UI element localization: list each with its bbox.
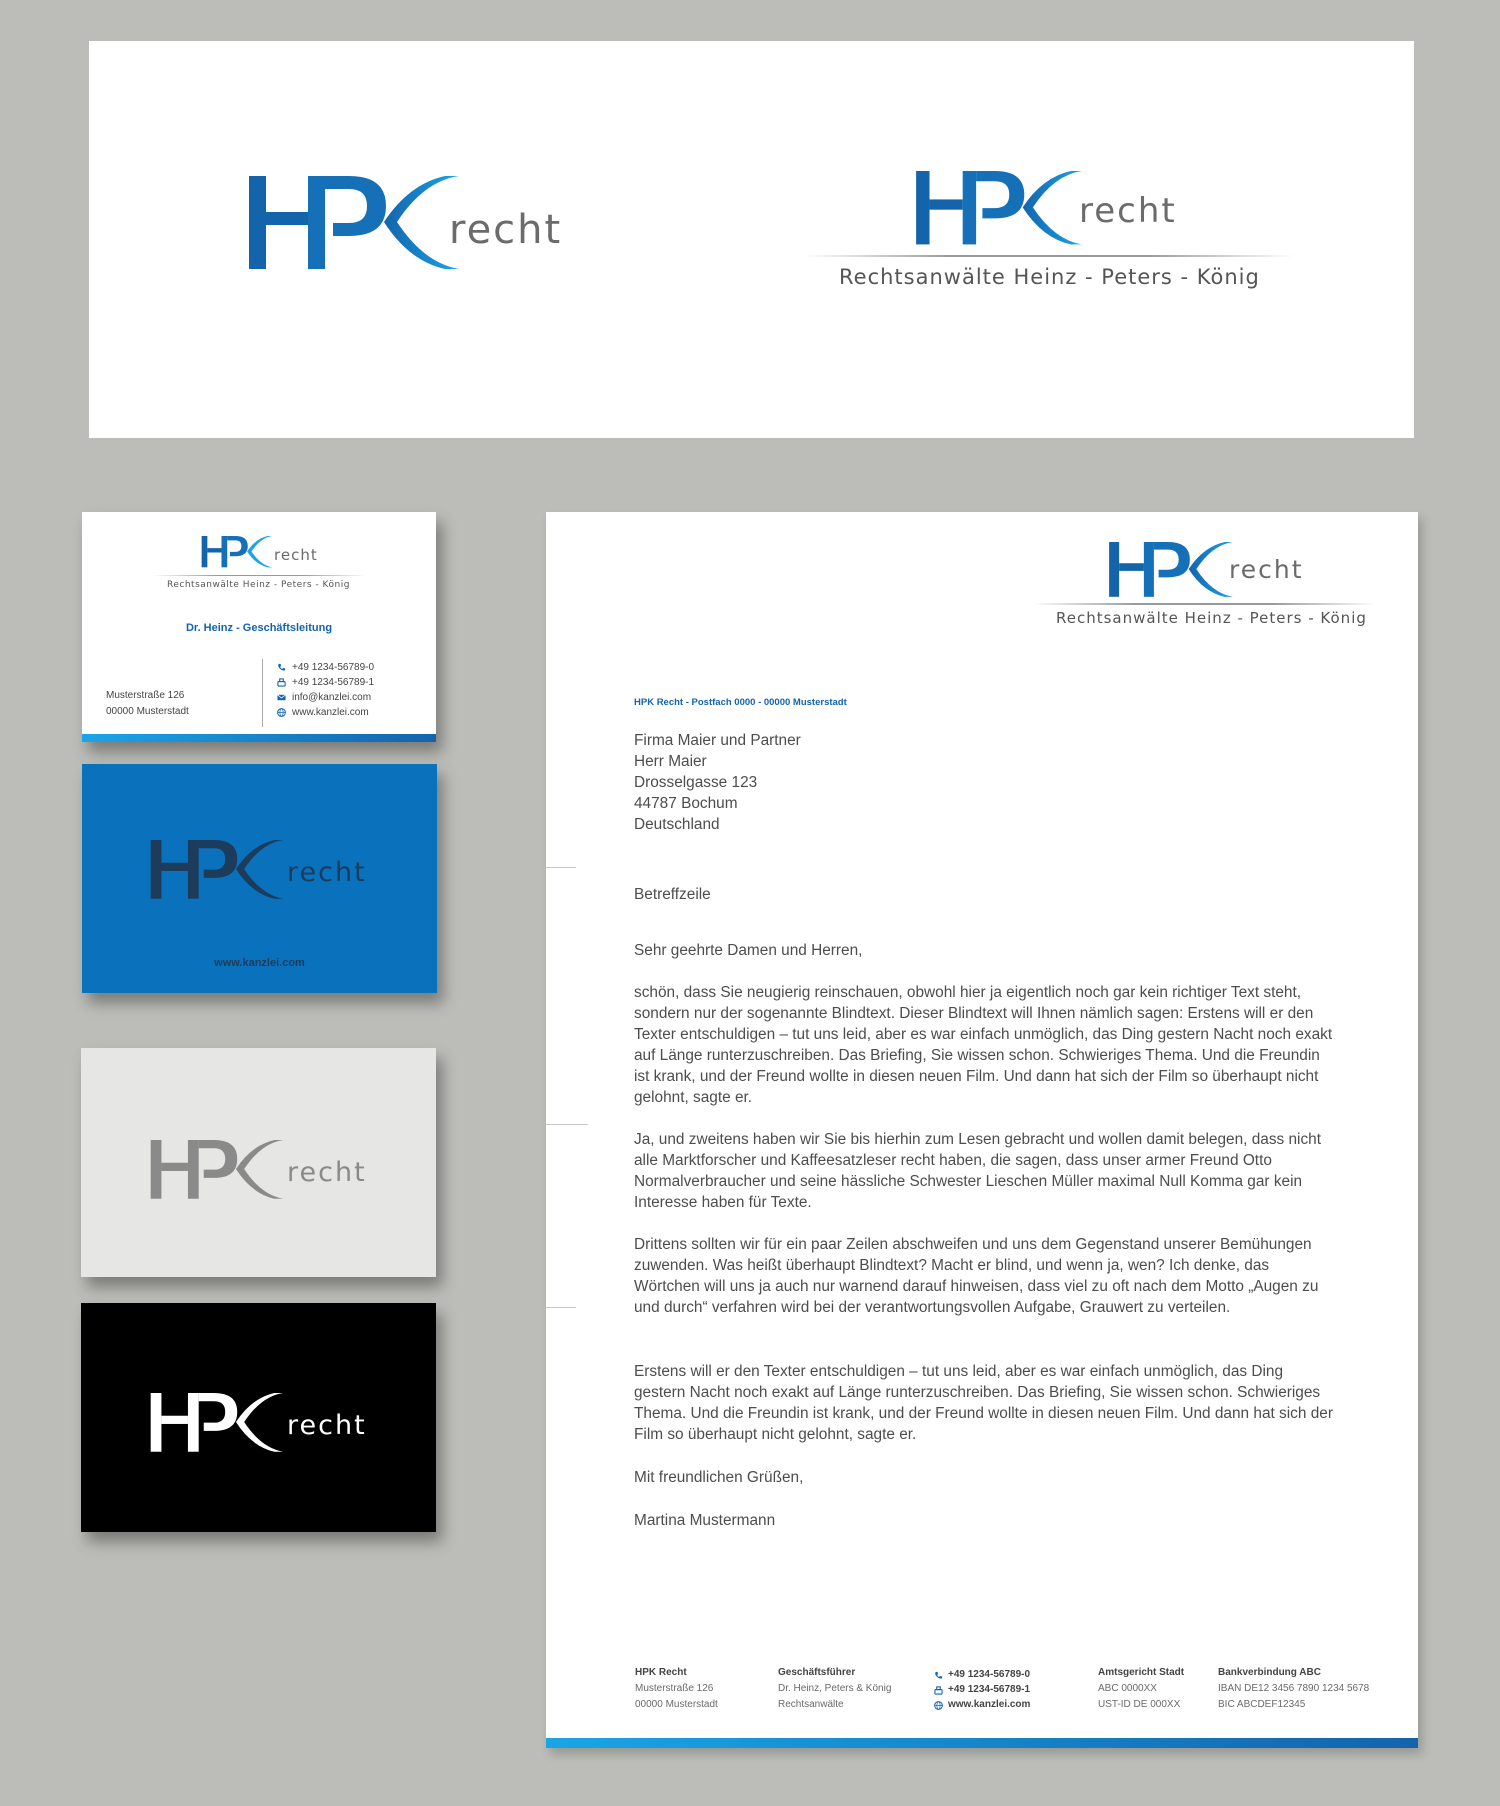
wordmark: recht (287, 1410, 367, 1441)
hpk-mark-icon (147, 1140, 287, 1200)
footer-col-court (1098, 1665, 1184, 1713)
footer-col-bank (1218, 1665, 1369, 1713)
recipient-line: Firma Maier und Partner (634, 732, 801, 749)
email-text[interactable]: info@kanzlei.com (292, 692, 372, 703)
body-paragraph: Erstens will er den Texter entschuldigen – tut uns leid, aber es war einfach unmöglich, das Ding gestern Nacht noch exakt auf Länge runterzuschreiben. Das Briefing, Sie wissen schon. Schwieriges Thema. Und die Freundin ist krank, und der Freund wollte in diesen neuen Film. Und dann hat sich der Film so überhaupt nicht gelohnt, sagte er. (634, 1363, 1333, 1443)
logo-primary (249, 176, 589, 271)
wordmark: recht (287, 1157, 367, 1188)
tagline: Rechtsanwälte Heinz - Peters - König (839, 265, 1260, 289)
divider-rule (804, 255, 1294, 257)
card-role: Dr. Heinz - Geschäftsleitung (185, 622, 333, 634)
body-paragraph: Ja, und zweitens haben wir Sie bis hierhin zum Lesen gebracht und wollen damit belegen, dass nicht alle Marktforscher und Kaffeesatzleser recht haben, die sagen, dass unser armer Freund Otto Normalverbraucher und seine hässliche Schwester Lieschen Müller maximal Null Komma gar kein Interesse haben für Texte. (634, 1131, 1322, 1211)
subject-line: Betreffzeile (634, 886, 711, 903)
email-row (277, 692, 371, 703)
business-card-back-grey (81, 1048, 436, 1277)
footer-line: BIC ABCDEF12345 (1218, 1699, 1306, 1710)
card-logo (197, 536, 347, 570)
card-web[interactable]: www.kanzlei.com (214, 957, 305, 969)
business-card-front (82, 512, 436, 742)
hpk-mark-icon (1106, 542, 1236, 598)
footer-col-company (635, 1665, 718, 1713)
wordmark: recht (1229, 555, 1304, 584)
business-card-back-black (81, 1303, 436, 1532)
card-logo (147, 1140, 387, 1202)
phone-text: +49 1234-56789-0 (292, 662, 375, 673)
phone-row (277, 662, 374, 673)
hpk-mark-icon (249, 176, 459, 271)
hpk-mark-icon (147, 840, 287, 900)
card-divider (262, 659, 263, 727)
body-paragraph: schön, dass Sie neugierig reinschauen, obwohl hier ja eigentlich noch gar kein richtiger Text steht, sondern nur der sogenannte Blindtext. Dieser Blindtext will Ihnen nämlich sagen: Erstens will er den Texter entschuldigen – tut uns leid, aber es war einfach unmöglich, das Ding gestern Nacht noch exakt auf Länge runterzuschreiben. Das Briefing, Sie wissen schon. Schwieriges Thema. Und die Freundin ist krank, und der Freund wollte in diesen neuen Film. Und dann hat sich der Film so überhaupt nicht gelohnt, sagte er. (634, 984, 1333, 1106)
letterhead (546, 512, 1418, 1748)
logo-banner (89, 41, 1414, 438)
card-logo (147, 1393, 387, 1455)
fold-mark (546, 1124, 588, 1125)
fax-row (277, 677, 374, 688)
logo-secondary (909, 171, 1229, 251)
fax-icon (277, 678, 286, 687)
recipient-address (634, 730, 1334, 835)
wordmark: recht (287, 857, 367, 888)
divider-rule (152, 575, 367, 576)
footer-col-management (778, 1665, 891, 1713)
wordmark: recht (1079, 191, 1177, 231)
fax-text: +49 1234-56789-1 (292, 677, 375, 688)
footer-phone: +49 1234-56789-0 (948, 1669, 1031, 1680)
address-line-1: Musterstraße 126 (106, 690, 185, 701)
email-icon (277, 693, 286, 702)
footer-line: 00000 Musterstadt (635, 1699, 718, 1710)
salutation: Sehr geehrte Damen und Herren, (634, 942, 863, 959)
card-logo (147, 840, 387, 902)
footer-line: IBAN DE12 3456 7890 1234 5678 (1218, 1683, 1370, 1694)
closing: Mit freundlichen Grüßen, (634, 1469, 804, 1486)
footer-title: HPK Recht (635, 1667, 687, 1678)
footer-line: Rechtsanwälte (778, 1699, 844, 1710)
phone-icon (934, 1670, 943, 1679)
letter-logo (1106, 542, 1346, 600)
body-paragraph: Drittens sollten wir für ein paar Zeilen abschweifen und uns dem Gegenstand unserer Bemühungen zuwenden. Was heißt überhaupt Blindtext? Macht er blind, und wenn ja, wen? Ich denke, das Wörtchen will uns ja auch nur warnend darauf hinweisen, dass viel zu oft nach dem Motto „Augen zu und durch“ verfahren wird bei der verantwortungsvollen Aufgabe, Grauwert zu verteilen. (634, 1236, 1319, 1316)
card-bottom-stripe (82, 734, 436, 742)
letter-bottom-stripe (546, 1738, 1418, 1748)
recipient-line: 44787 Bochum (634, 795, 738, 812)
divider-rule (1031, 603, 1376, 605)
sender-line: HPK Recht - Postfach 0000 - 00000 Musterstadt (634, 697, 847, 708)
hpk-mark-icon (197, 536, 277, 568)
recipient-line: Herr Maier (634, 753, 707, 770)
footer-col-contact (934, 1667, 1030, 1712)
fold-mark (546, 867, 576, 868)
web-text[interactable]: www.kanzlei.com (292, 707, 369, 718)
address-line-2: 00000 Musterstadt (106, 706, 189, 717)
footer-title: Amtsgericht Stadt (1098, 1667, 1185, 1678)
footer-title: Geschäftsführer (778, 1667, 856, 1678)
recipient-line: Drosselgasse 123 (634, 774, 758, 791)
footer-line: Dr. Heinz, Peters & König (778, 1683, 892, 1694)
phone-icon (277, 663, 286, 672)
web-row (277, 707, 369, 718)
recipient-line: Deutschland (634, 816, 720, 833)
tagline: Rechtsanwälte Heinz - Peters - König (167, 580, 350, 590)
fold-mark (546, 1307, 576, 1308)
hpk-mark-icon (909, 171, 1089, 246)
hpk-mark-icon (147, 1393, 287, 1453)
globe-icon (934, 1700, 943, 1709)
footer-fax: +49 1234-56789-1 (948, 1684, 1031, 1695)
wordmark: recht (274, 546, 318, 564)
footer-title: Bankverbindung ABC (1218, 1667, 1321, 1678)
footer-line: ABC 0000XX (1098, 1683, 1157, 1694)
footer-line: UST-ID DE 000XX (1098, 1699, 1181, 1710)
globe-icon (277, 708, 286, 717)
fax-icon (934, 1685, 943, 1694)
footer-line: Musterstraße 126 (635, 1683, 714, 1694)
business-card-back-blue (82, 764, 437, 993)
wordmark: recht (449, 207, 563, 253)
signature: Martina Mustermann (634, 1512, 776, 1529)
footer-web[interactable]: www.kanzlei.com (948, 1699, 1031, 1710)
tagline: Rechtsanwälte Heinz - Peters - König (1056, 609, 1367, 627)
